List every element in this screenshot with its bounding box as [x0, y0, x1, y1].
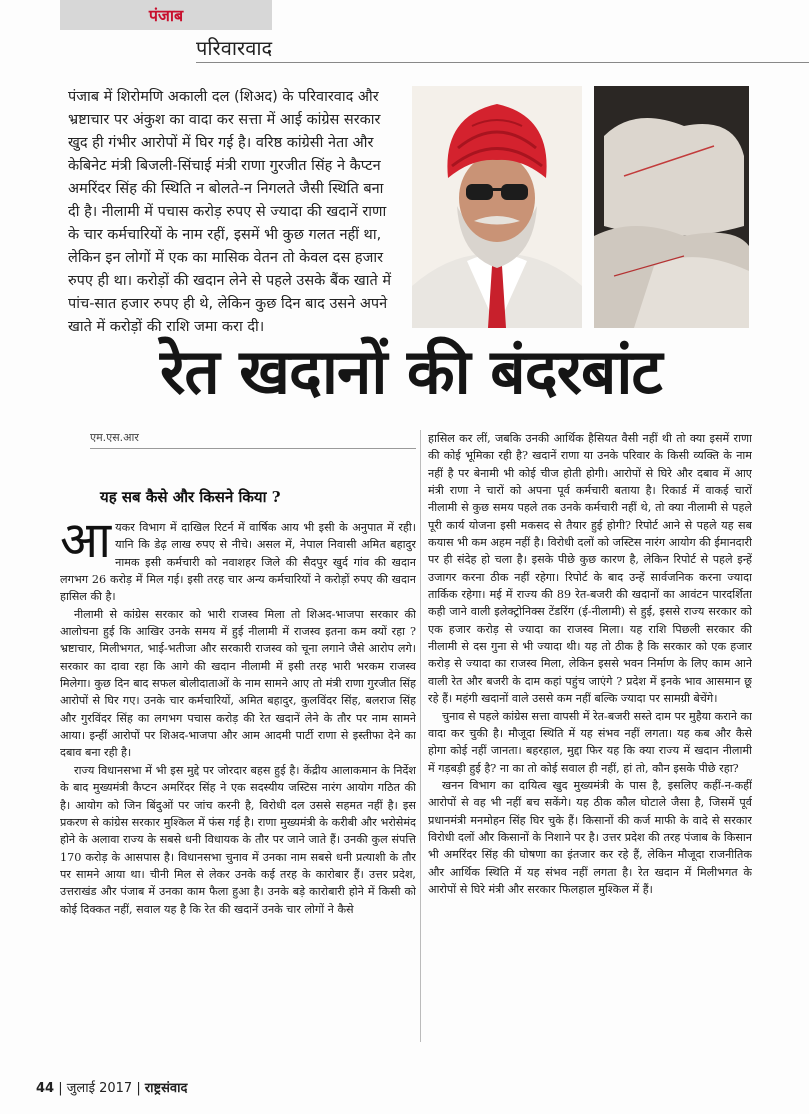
sand-photo	[594, 86, 749, 328]
section-subheading: यह सब कैसे और किसने किया ?	[100, 488, 281, 506]
page-number: 44	[36, 1081, 55, 1096]
paragraph	[60, 519, 416, 606]
article-column-left	[60, 519, 416, 1043]
headline: रेत खदानों की बंदरबांट	[160, 335, 662, 408]
section-label: पंजाब	[60, 0, 272, 30]
paragraph: राज्य विधानसभा में भी इस मुद्दे पर जोरदार बहस हुई है। केंद्रीय आलाकमान के निर्देश के बाद मुख्यमंत्री कैप्टन अमरिंदर सिंह ने एक सदस्यीय जस्टिस नारंग आयोग गठित की है। आयोग को जिन बिंदुओं पर जांच करनी है, विरोधी दल उससे सहमत नहीं है। इस प्रकरण से कांग्रेस सरकार मुश्किल में फंस गई है। राणा मुख्यमंत्री के करीबी और भरोसेमंद होने के अलावा राज्य के सबसे धनी विधायक के तौर पर जाने जाते हैं। उनकी कुल संपत्ति 170 करोड़ के आसपास है। विधानसभा चुनाव में उनका नाम सबसे धनी प्रत्याशी के तौर पर सामने आया था। चीनी मिल से लेकर उनके कई तरह के कारोबार हैं। उत्तर प्रदेश, उत्तराखंड और पंजाब में उनका काम फैला हुआ है। उनके बड़े कारोबारी होने में किसी को कोई दिक्कत नहीं, सवाल यह है कि रेत की खदानें उनके चार लोगों ने कैसे	[60, 763, 416, 916]
byline: एम.एस.आर	[90, 431, 139, 444]
paragraph: नीलामी से कांग्रेस सरकार को भारी राजस्व मिला तो शिअद-भाजपा सरकार की आलोचना हुई कि आखिर उनके समय में हुई नीलामी में राजस्व इतना कम क्यों रहा ? भ्रष्टाचार, मिलीभगत, भाई-भतीजा और सरकारी राजस्व को चूना लगाने जैसे आरोप लगे। सरकार का दावा रहा कि आगे की खदान नीलामी में इसी तरह भारी भरकम राजस्व मिलेगा। कुछ दिन बाद सफल बोलीदाताओं के नाम सामने आए तो मंत्री राणा गुरजीत सिंह आरोपों से घिर गए। उनके चार कर्मचारियों, अमित बहादुर, कुलविंदर सिंह, बलराज सिंह और गुरविंदर सिंह का लगभग पचास करोड़ की रेत खदानें लेने के तौर पर नाम सामने आया। इन्हीं आरोपों पर शिअद-भाजपा और आम आदमी पार्टी राणा से इस्तीफा देने का दबाव बना रही है।	[60, 607, 416, 760]
column-divider	[420, 430, 421, 1042]
portrait-photo	[412, 86, 582, 328]
paragraph: चुनाव से पहले कांग्रेस सत्ता वापसी में रेत-बजरी सस्ते दाम पर मुहैया कराने का वादा कर चुकी है। मौजूदा स्थिति में यह संभव नहीं लगता। यह कब और कैसे होगा कोई नहीं जानता। बहरहाल, मुद्दा फिर यह कि क्या राज्य में खदान नीलामी में गड़बड़ी हुई है? ना का तो कोई सवाल ही नहीं, हां तो, कौन इसके पीछे रहा?	[428, 709, 752, 775]
portrait-man-red-turban-icon	[412, 86, 582, 328]
magazine-name: राष्ट्रसंवाद	[144, 1081, 188, 1096]
header-divider	[196, 62, 809, 63]
issue-date: जुलाई 2017	[66, 1081, 133, 1096]
drop-cap: आ	[60, 519, 112, 569]
footer-separator: |	[58, 1081, 67, 1096]
subsection-label: परिवारवाद	[196, 36, 273, 60]
intro-paragraph: पंजाब में शिरोमणि अकाली दल (शिअद) के परिवारवाद और भ्रष्टाचार पर अंकुश का वादा कर सत्ता में आई कांग्रेस सरकार खुद ही गंभीर आरोपों में घिर गई है। वरिष्ठ कांग्रेसी नेता और केबिनेट मंत्री बिजली-सिंचाई मंत्री राणा गुरजीत सिंह ने कैप्टन अमरिंदर सिंह की स्थिति न बोलते-न निगलते जैसी स्थिति बना दी है। नीलामी में पचास करोड़ रुपए से ज्यादा की खदानें राणा के चार कर्मचारियों के नाम रहीं, इसमें भी कुछ गलत नहीं था, लेकिन इन लोगों में एक का मासिक वेतन तो केवल दस हजार रुपए ही था। करोड़ों की खदान लेने से पहले उसके बैंक खाते में पांच-सात हजार रुपए ही थे, लेकिन कुछ दिन बाद उसने अपने खाते में करोड़ों की राशि जमा करा दी।	[68, 89, 392, 335]
article-column-right	[428, 430, 752, 1042]
sand-bags-icon	[594, 86, 749, 328]
paragraph: हासिल कर लीं, जबकि उनकी आर्थिक हैसियत वैसी नहीं थी तो क्या इसमें राणा की कोई भूमिका रही है? खदानें राणा या उनके परिवार के किसी व्यक्ति के नाम नहीं है पर बेनामी भी कोई चीज होती होगी। आरोपों से घिरे और दबाव में आए मंत्री राणा ने चारों को अपना पूर्व कर्मचारी बताया है। रिकार्ड में वाकई चारों नीलामी से कुछ समय पहले तक उनके कर्मचारी नहीं थे, तो क्या नीलामी से पहले पूरी कार्य योजना इसी मकसद से तैयार हुई होगी? रिपोर्ट आने से पहले यह सब कयास भी कम अहम नहीं है। विरोधी दलों को जस्टिस नारंग आयोग की ईमानदारी पर ही संदेह हो चला है। इसके पीछे कुछ कारण है, लेकिन रिपोर्ट से पहले इन्हें उजागर करना ठीक नहीं रहेगा। रिपोर्ट के बाद उन्हें सार्वजनिक करना ज्यादा तार्किक रहेगा। मई में राज्य की 89 रेत-बजरी की खदानों का आवंटन पारदर्शिता कही जाने वाली इलेक्ट्रोनिक्स टेंडरिंग (ई-नीलामी) से हुई, इससे राज्य सरकार को एक हजार करोड़ से ज्यादा का राजस्व मिला। यह राशि पिछली सरकार की नीलामी से दस गुना से भी ज्यादा थी। यह तो ठीक है कि सरकार को एक हजार करोड़ से ज्यादा का राजस्व मिला, लेकिन इससे भवन निर्माण के लिए काम आने वाली रेत और बजरी के दाम कहां पहुंच जाएंगे ? प्रदेश में इनके भाव आसमान छू रहे हैं। महंगी खदानों वाले उससे कम नहीं बल्कि ज्यादा पर सामग्री बेचेंगे।	[428, 432, 752, 706]
page-footer	[36, 1078, 187, 1096]
paragraph: खनन विभाग का दायित्व खुद मुख्यमंत्री के पास है, इसलिए कहीं-न-कहीं आरोपों से वह भी नहीं बच सकेंगे। यह ठीक कौल घोटाले जैसा है, जिसमें पूर्व प्रधानमंत्री मनमोहन सिंह घिर चुके हैं। किसानों की कर्ज माफी के वादे से सरकार विरोधी दलों और किसानों के निशाने पर है। उत्तर प्रदेश की तरह पंजाब के किसान भी अमरिंदर सिंह की घोषणा का इंतजार कर रहे हैं, लेकिन मौजूदा राजनीतिक और आर्थिक स्थिति में यह संभव नहीं लगता है। रेत खदान में मिलीभगत के आरोपों से घिरे मंत्री और सरकार फिलहाल मुश्किल में हैं।	[428, 778, 752, 896]
footer-separator: |	[136, 1081, 145, 1096]
byline-divider	[90, 448, 416, 449]
paragraph-text: यकर विभाग में दाखिल रिटर्न में वार्षिक आय भी इसी के अनुपात में रही। यानि कि डेढ़ लाख रुपए से नीचे। असल में, नेपाल निवासी अमित बहादुर नामक इसी कर्मचारी को नवाशहर जिले की सैदपुर खुर्द गांव की खदान लगभग 26 करोड़ में मिल गई। इसी तरह चार अन्य कर्मचारियों ने करोड़ों रुपए की खदान हासिल की है।	[60, 521, 416, 604]
